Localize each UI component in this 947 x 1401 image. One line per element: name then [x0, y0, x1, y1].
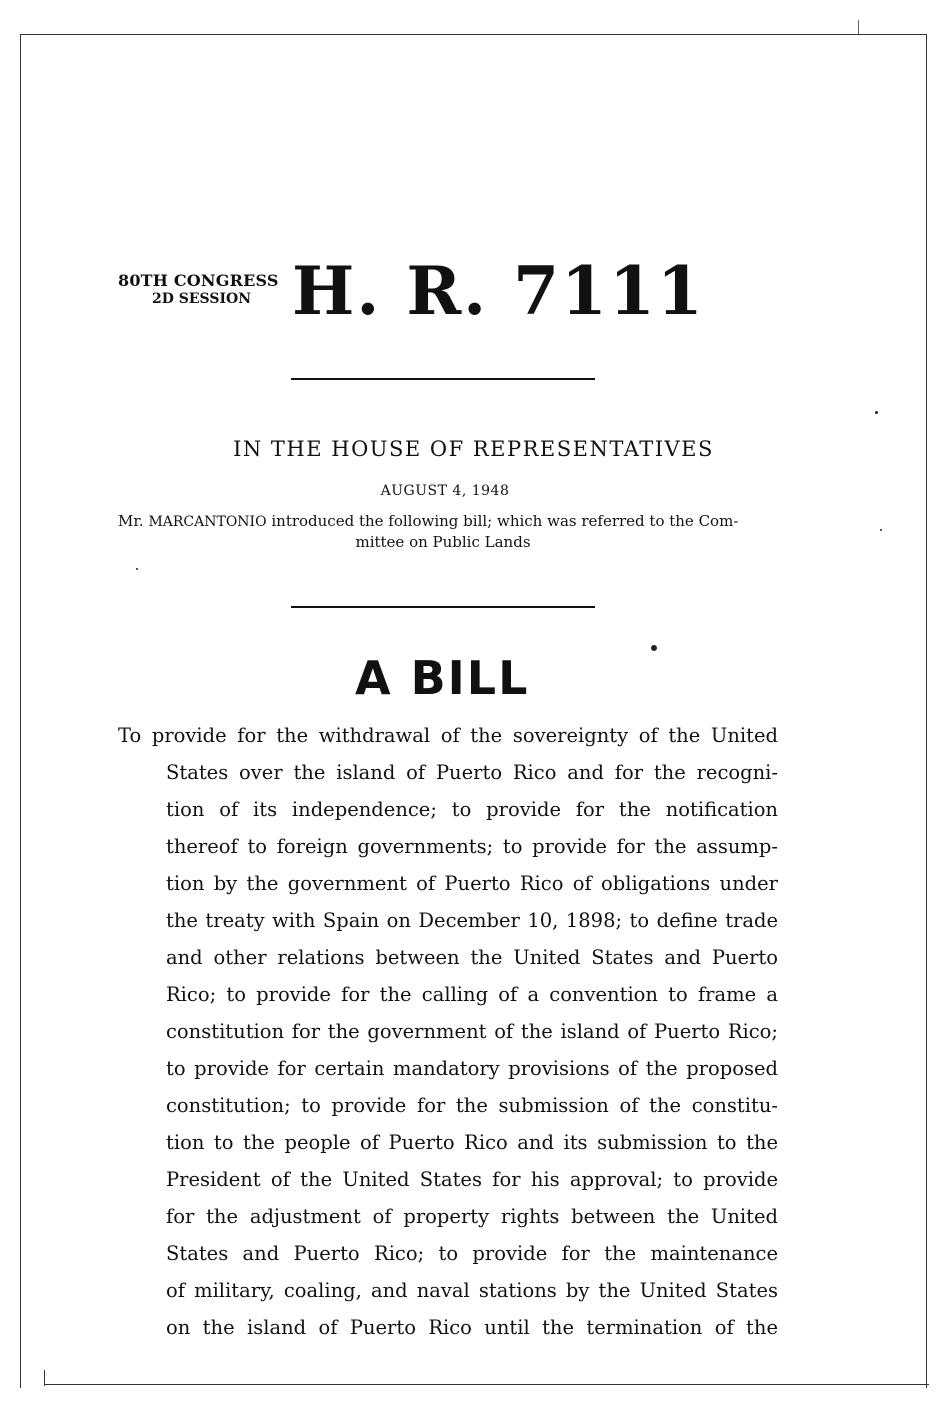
purpose-line: constitution for the government of the island of Puerto Rico; — [166, 1020, 778, 1043]
scan-speck — [880, 529, 882, 531]
introduction-date: AUGUST 4, 1948 — [380, 483, 510, 499]
scan-speck — [136, 568, 138, 570]
purpose-line: the treaty with Spain on December 10, 1898; to define trade — [166, 909, 778, 932]
sponsor-name: MARCANTONIO — [148, 514, 267, 530]
bill-number: H. R. 7111 — [292, 252, 705, 330]
purpose-line: on the island of Puerto Rico until the termination of the — [166, 1316, 778, 1339]
purpose-line: States and Puerto Rico; to provide for the maintenance — [166, 1242, 778, 1265]
purpose-line: of military, coaling, and naval stations by the United States — [166, 1279, 778, 1302]
purpose-line: Rico; to provide for the calling of a convention to frame a — [166, 983, 778, 1006]
page-edge-mark — [858, 20, 859, 34]
purpose-line: to provide for certain mandatory provisions of the proposed — [166, 1057, 778, 1080]
sponsor-title: Mr. — [118, 512, 144, 530]
purpose-line: thereof to foreign governments; to provide for the assump- — [166, 835, 778, 858]
session-label: 2D SESSION — [152, 291, 251, 307]
purpose-line: tion to the people of Puerto Rico and its submission to the — [166, 1131, 778, 1154]
introduction-text-1: introduced the following bill; which was referred to the Com- — [271, 512, 739, 530]
introduction-line-1 — [118, 511, 778, 532]
chamber-heading: IN THE HOUSE OF REPRESENTATIVES — [233, 437, 714, 461]
divider-rule-top — [291, 378, 595, 380]
purpose-line: tion by the government of Puerto Rico of obligations under — [166, 872, 778, 895]
scan-speck — [875, 411, 878, 414]
page-border-corner — [44, 1370, 45, 1386]
purpose-line: and other relations between the United States and Puerto — [166, 946, 778, 969]
purpose-line: President of the United States for his approval; to provide — [166, 1168, 778, 1191]
page-border-bottom — [44, 1384, 929, 1385]
purpose-line: States over the island of Puerto Rico and for the recogni- — [166, 761, 778, 784]
congress-session-block — [118, 273, 288, 306]
purpose-line: tion of its independence; to provide for the notification — [166, 798, 778, 821]
bill-purpose — [118, 717, 778, 1346]
divider-rule-bottom — [291, 606, 595, 608]
purpose-line: for the adjustment of property rights between the United — [166, 1205, 778, 1228]
introduction-statement — [118, 511, 778, 552]
purpose-line: constitution; to provide for the submission of the constitu- — [166, 1094, 778, 1117]
introduction-line-2: mittee on Public Lands — [355, 533, 531, 551]
bill-title: A BILL — [355, 651, 530, 705]
congress-label: 80TH CONGRESS — [118, 271, 279, 290]
scan-speck — [651, 645, 657, 651]
purpose-line: To provide for the withdrawal of the sovereignty of the United — [118, 724, 778, 747]
